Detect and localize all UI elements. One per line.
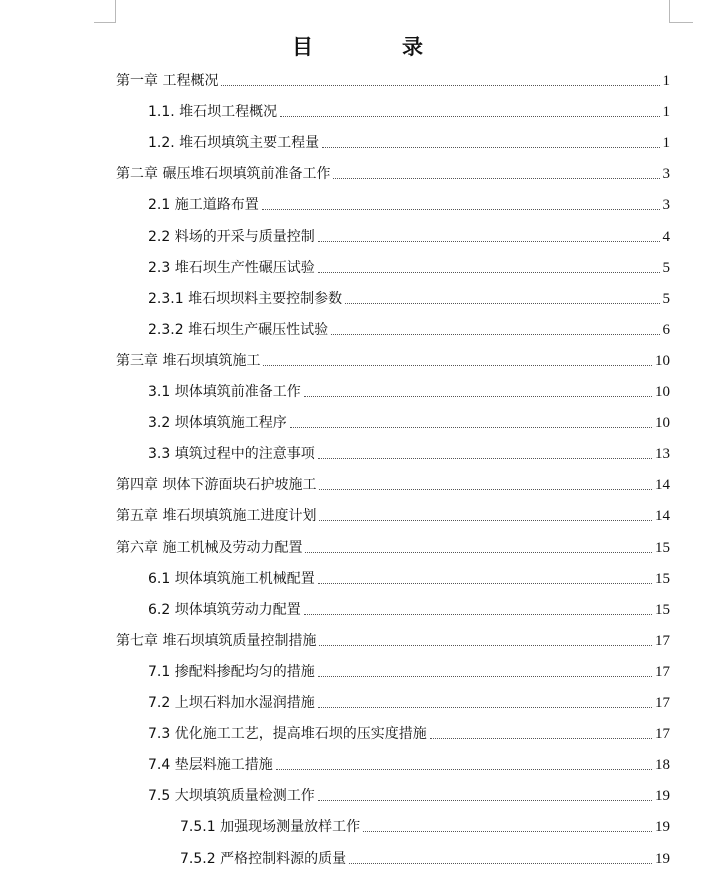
- toc-entry-page-number: 1: [662, 73, 670, 89]
- toc-entry[interactable]: [148, 657, 670, 681]
- toc-entry-label: 2.2 料场的开采与质量控制: [148, 228, 315, 245]
- toc-dot-leader: [333, 178, 659, 179]
- toc-entry-page-number: 6: [662, 321, 670, 338]
- toc-entry-label: 7.5 大坝填筑质量检测工作: [148, 788, 315, 805]
- toc-entry[interactable]: [148, 719, 670, 743]
- toc-dot-leader: [318, 458, 652, 459]
- toc-dot-leader: [276, 769, 652, 770]
- toc-entry-label: 第七章 堆石坝填筑质量控制措施: [116, 632, 317, 649]
- toc-dot-leader: [304, 396, 652, 397]
- toc-dot-leader: [363, 831, 652, 832]
- toc-entry[interactable]: [148, 408, 670, 432]
- toc-dot-leader: [263, 365, 652, 366]
- toc-entry-label: 7.5.2 严格控制料源的质量: [180, 850, 347, 867]
- crop-mark-top-right-horizontal: [669, 22, 693, 23]
- toc-entry-page-number: 17: [655, 663, 670, 680]
- toc-entry-label: 3.3 填筑过程中的注意事项: [148, 446, 315, 463]
- toc-entry-label: 7.5.1 加强现场测量放样工作: [180, 819, 361, 836]
- toc-entry[interactable]: [116, 470, 670, 494]
- toc-entry-label: 7.2 上坝石料加水湿润措施: [148, 695, 315, 711]
- toc-dot-leader: [318, 241, 660, 242]
- toc-entry-label: 第五章 堆石坝填筑施工进度计划: [116, 508, 317, 525]
- toc-entry-label: 6.1 坝体填筑施工机械配置: [148, 570, 315, 587]
- toc-entry-label: 第三章 堆石坝填筑施工: [116, 352, 261, 369]
- toc-entry-label: 7.1 掺配料掺配均匀的措施: [148, 663, 315, 680]
- toc-entry-page-number: 5: [662, 259, 670, 276]
- toc-entry-label: 6.2 坝体填筑劳动力配置: [148, 601, 301, 618]
- toc-entry[interactable]: [148, 688, 670, 712]
- toc-entry-page-number: 1: [662, 104, 670, 121]
- toc-dot-leader: [305, 552, 652, 553]
- toc-dot-leader: [318, 272, 660, 273]
- toc-entry-page-number: 3: [662, 197, 670, 214]
- toc-entry-page-number: 17: [655, 632, 670, 649]
- toc-entry-label: 第六章 施工机械及劳动力配置: [116, 539, 303, 556]
- toc-dot-leader: [318, 583, 652, 584]
- toc-dot-leader: [290, 427, 652, 428]
- toc-entry-page-number: 15: [655, 570, 670, 587]
- toc-entry-label: 1.2. 堆石坝填筑主要工程量: [148, 135, 320, 152]
- toc-entry-page-number: 19: [655, 850, 670, 867]
- toc-entry-page-number: 14: [655, 477, 670, 494]
- crop-mark-top-left-vertical: [115, 0, 116, 22]
- toc-dot-leader: [331, 334, 659, 335]
- toc-entry-page-number: 14: [655, 508, 670, 525]
- toc-entry-page-number: 3: [662, 166, 670, 183]
- toc-entry[interactable]: [148, 315, 670, 339]
- toc-dot-leader: [319, 489, 652, 490]
- toc-dot-leader: [345, 303, 659, 304]
- toc-entry-page-number: 19: [655, 819, 670, 836]
- toc-entry[interactable]: [180, 844, 670, 868]
- toc-entry-page-number: 15: [655, 601, 670, 618]
- toc-entry[interactable]: [148, 439, 670, 463]
- toc-entry[interactable]: [148, 595, 670, 619]
- toc-dot-leader: [319, 645, 652, 646]
- toc-dot-leader: [322, 147, 659, 148]
- toc-entry-label: 第四章 坝体下游面块石护坡施工: [116, 477, 317, 494]
- toc-dot-leader: [262, 209, 660, 210]
- toc-entry-label: 3.2 坝体填筑施工程序: [148, 415, 287, 432]
- toc-entry[interactable]: [148, 253, 670, 277]
- toc-dot-leader: [318, 800, 652, 801]
- toc-entry-page-number: 10: [655, 415, 670, 432]
- toc-entry-page-number: 17: [655, 726, 670, 743]
- toc-entry[interactable]: [116, 159, 670, 183]
- toc-entry[interactable]: [116, 66, 670, 90]
- toc-dot-leader: [280, 116, 659, 117]
- toc-entry-page-number: 15: [655, 539, 670, 556]
- crop-mark-top-left-horizontal: [94, 22, 116, 23]
- toc-entry-page-number: 5: [662, 290, 670, 307]
- toc-entry[interactable]: [148, 97, 670, 121]
- toc-entry[interactable]: [116, 501, 670, 525]
- toc-entry-label: 2.3.2 堆石坝生产碾压性试验: [148, 321, 329, 338]
- toc-entry-label: 第二章 碾压堆石坝填筑前准备工作: [116, 166, 331, 183]
- toc-entry-label: 第一章 工程概况: [116, 73, 219, 89]
- toc-entry-label: 3.1 坝体填筑前准备工作: [148, 384, 301, 400]
- toc-dot-leader: [304, 614, 652, 615]
- toc-entry-label: 7.4 垫层料施工措施: [148, 757, 273, 774]
- toc-entry[interactable]: [148, 564, 670, 588]
- toc-entry[interactable]: [148, 750, 670, 774]
- toc-entry-page-number: 19: [655, 788, 670, 805]
- toc-entry[interactable]: [116, 626, 670, 650]
- toc-entry-page-number: 10: [655, 352, 670, 369]
- crop-mark-top-right-vertical: [669, 0, 670, 22]
- toc-entry-label: 1.1. 堆石坝工程概况: [148, 104, 278, 121]
- toc-dot-leader: [318, 707, 652, 708]
- toc-entry[interactable]: [148, 284, 670, 308]
- toc-entry[interactable]: [116, 346, 670, 370]
- toc-dot-leader: [221, 85, 659, 86]
- toc-entry-page-number: 13: [655, 446, 670, 463]
- toc-entry-page-number: 17: [655, 695, 670, 711]
- toc-entry[interactable]: [148, 781, 670, 805]
- toc-entry[interactable]: [148, 128, 670, 152]
- toc-entry[interactable]: [180, 812, 670, 836]
- toc-entry-label: 2.1 施工道路布置: [148, 197, 259, 214]
- toc-entry-page-number: 1: [662, 135, 670, 152]
- toc-entry-page-number: 4: [662, 228, 670, 245]
- toc-dot-leader: [430, 738, 652, 739]
- toc-entry-label: 2.3 堆石坝生产性碾压试验: [148, 259, 315, 276]
- toc-dot-leader: [349, 863, 652, 864]
- toc-entry-page-number: 18: [655, 757, 670, 774]
- toc-entry[interactable]: [116, 533, 670, 557]
- page-title: 目 录: [292, 34, 457, 59]
- toc-entry[interactable]: [148, 377, 670, 401]
- toc-entry-label: 7.3 优化施工工艺，提高堆石坝的压实度措施: [148, 726, 427, 743]
- toc-entry-page-number: 10: [655, 384, 670, 400]
- toc-dot-leader: [319, 520, 652, 521]
- toc-entry[interactable]: [148, 190, 670, 214]
- toc-entry[interactable]: [148, 222, 670, 246]
- toc-entry-label: 2.3.1 堆石坝坝料主要控制参数: [148, 290, 343, 307]
- toc-dot-leader: [318, 676, 652, 677]
